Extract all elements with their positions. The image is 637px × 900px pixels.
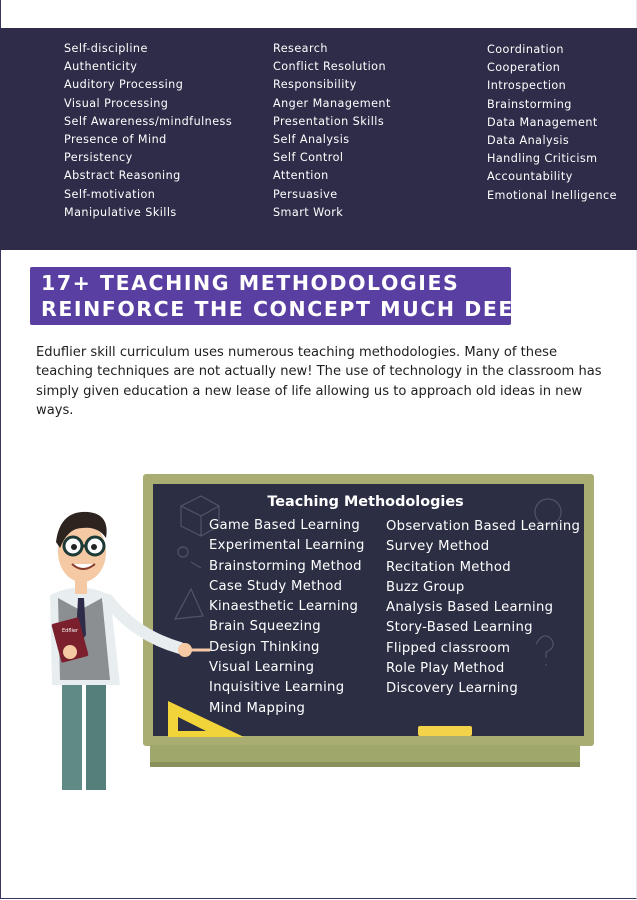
skill-item: Auditory Processing: [64, 78, 184, 92]
skill-item: Anger Management: [273, 96, 391, 110]
chalkboard-title: Teaching Methodologies: [267, 494, 464, 510]
skill-item: Self Awareness/mindfulness: [64, 114, 233, 128]
chalk-stick: [418, 726, 472, 736]
skill-item: Self Analysis: [273, 132, 350, 146]
methodology-item: Brainstorming Method: [209, 558, 362, 574]
book-label: Edflier: [62, 628, 79, 634]
skill-item: Smart Work: [273, 205, 344, 219]
skill-item: Persistency: [64, 151, 133, 165]
teacher-illustration: [40, 500, 210, 795]
skill-item: Manipulative Skills: [64, 205, 177, 219]
skill-item: Self-motivation: [64, 187, 156, 201]
methodology-item: Discovery Learning: [386, 681, 518, 697]
skills-column-3: [487, 41, 617, 205]
methodology-item: Game Based Learning: [209, 518, 361, 533]
methodology-item: Experimental Learning: [209, 538, 365, 554]
methodology-item: Brain Squeezing: [209, 619, 321, 635]
heading-line-2: REINFORCE THE CONCEPT MUCH DEEPER: [41, 297, 564, 321]
chalkboard-ledge-shadow: [150, 762, 580, 767]
methodology-item: Analysis Based Learning: [386, 600, 554, 616]
heading-line-1: 17+ TEACHING METHODOLOGIES: [41, 271, 460, 295]
skills-column-1: [64, 40, 232, 222]
methodology-item: Role Play Method: [386, 661, 505, 677]
skill-item: Cooperation: [487, 61, 561, 75]
methodology-item: Flipped classroom: [386, 640, 511, 656]
skill-item: Attention: [273, 169, 329, 183]
skill-item: Coordination: [487, 43, 564, 56]
skills-column-2: [273, 40, 391, 222]
methodology-item: Buzz Group: [386, 579, 465, 595]
methodology-item: Observation Based Learning: [386, 519, 581, 534]
skill-item: Self-discipline: [64, 42, 148, 55]
methodology-item: Story-Based Learning: [386, 620, 533, 636]
skill-item: Introspection: [487, 79, 567, 93]
methodology-item: Kinaesthetic Learning: [209, 599, 359, 615]
methodology-column-2: [386, 517, 580, 700]
methodology-item: Case Study Method: [209, 578, 343, 594]
skill-item: Data Management: [487, 115, 598, 129]
skill-item: Data Analysis: [487, 133, 570, 147]
skill-item: Research: [273, 42, 328, 55]
skill-item: Presence of Mind: [64, 132, 167, 146]
skill-item: Conflict Resolution: [273, 60, 387, 74]
methodology-item: Recitation Method: [386, 559, 511, 575]
skill-item: Visual Processing: [64, 96, 169, 110]
methodology-item: Visual Learning: [209, 660, 315, 676]
methodology-item: Inquisitive Learning: [209, 680, 345, 696]
skill-item: Accountability: [487, 170, 573, 184]
methodology-item: Design Thinking: [209, 639, 320, 655]
skill-item: Handling Criticism: [487, 152, 598, 166]
section-heading-banner: [30, 267, 564, 325]
skill-item: Brainstorming: [487, 97, 572, 111]
intro-paragraph: Eduflier skill curriculum uses numerous teaching methodologies. Many of these teaching techniques are not actually new! The use of technology in the classroom has simply given education a new lease of life allowing us to approach old ideas in new ways.: [36, 345, 602, 418]
skills-panel: [0, 28, 637, 250]
skill-item: Self Control: [273, 151, 344, 165]
skill-item: Emotional Inelligence: [487, 188, 617, 202]
methodology-item: Mind Mapping: [209, 700, 306, 716]
methodology-column-1: [209, 516, 365, 719]
skill-item: Persuasive: [273, 187, 338, 201]
skill-item: Abstract Reasoning: [64, 169, 181, 183]
skill-item: Responsibility: [273, 78, 357, 92]
skill-item: Authenticity: [64, 60, 138, 74]
methodology-item: Survey Method: [386, 539, 490, 555]
skill-item: Presentation Skills: [273, 114, 385, 128]
